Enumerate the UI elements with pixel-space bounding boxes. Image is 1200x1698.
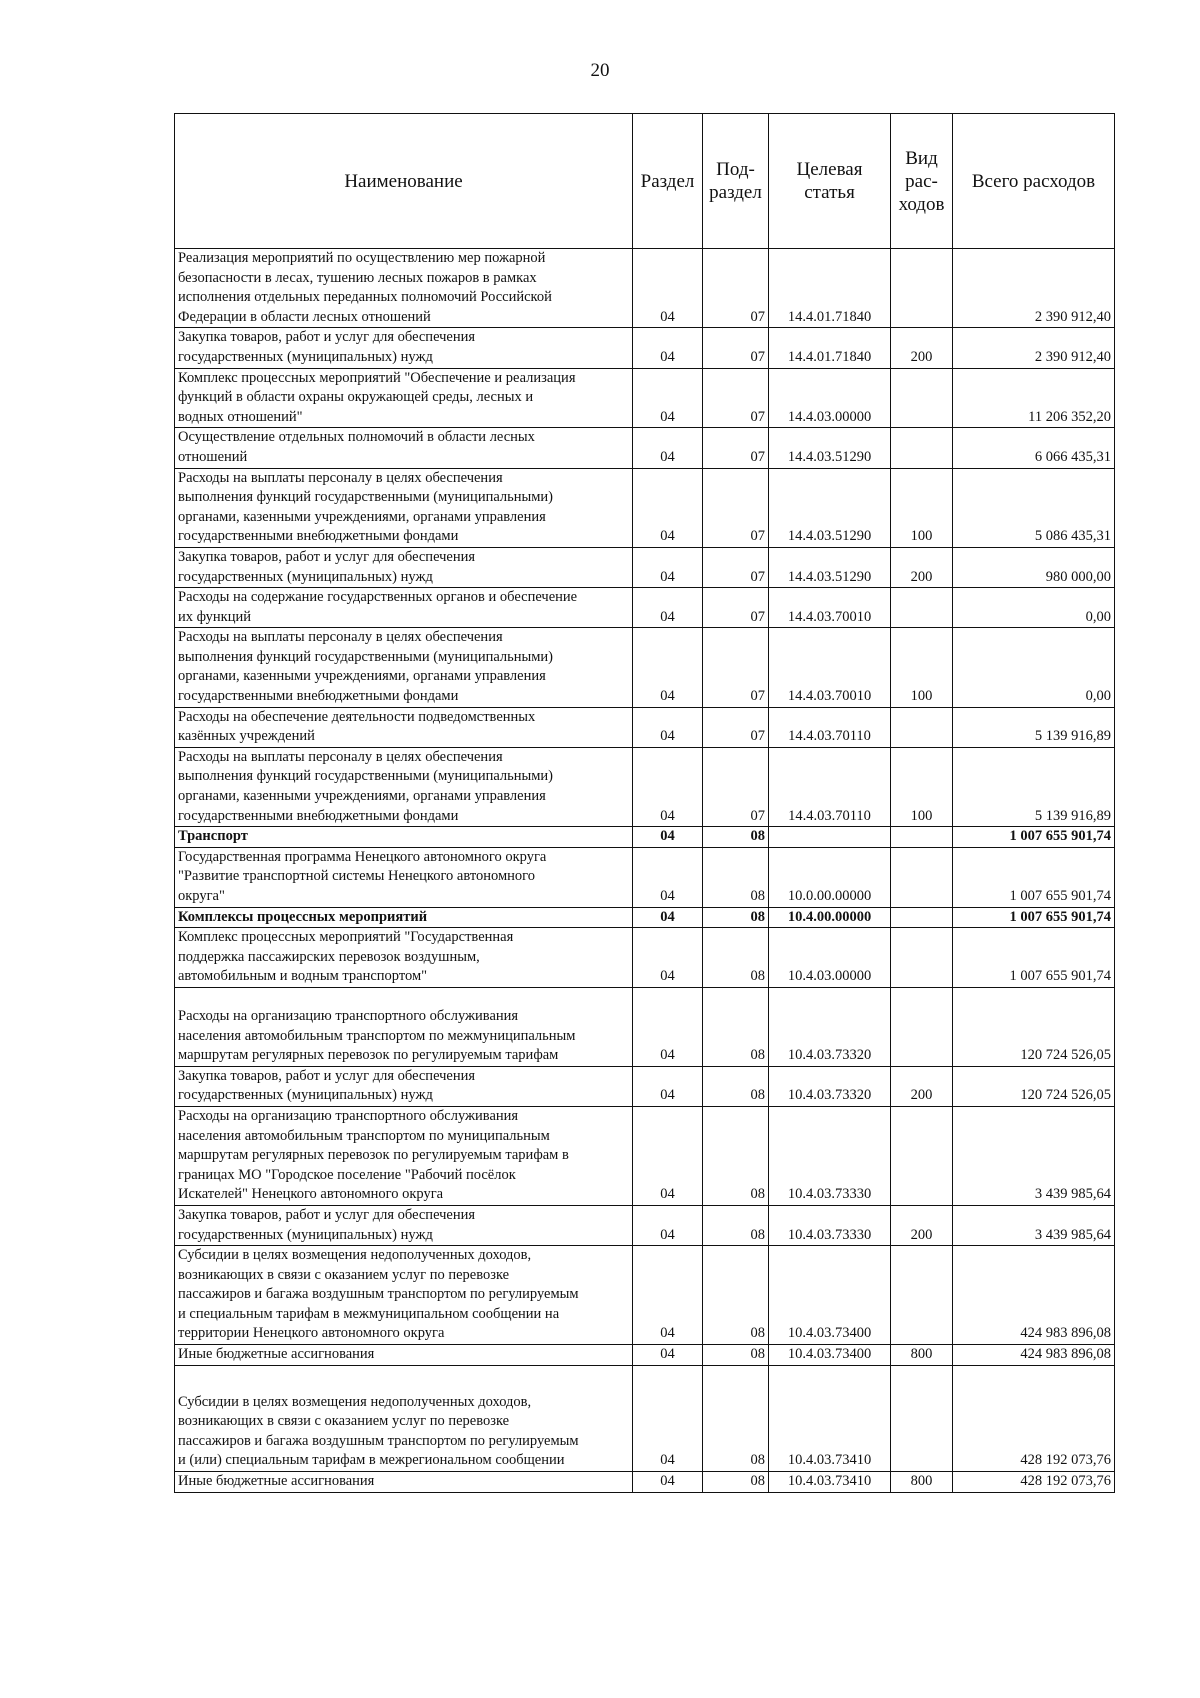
cell-kind — [891, 827, 953, 848]
cell-target: 14.4.03.70110 — [769, 747, 891, 826]
cell-kind — [891, 928, 953, 988]
cell-target: 10.4.03.73400 — [769, 1246, 891, 1345]
cell-total: 120 724 526,05 — [953, 987, 1115, 1066]
cell-total: 0,00 — [953, 628, 1115, 707]
cell-subsection: 07 — [703, 368, 769, 428]
cell-name: Закупка товаров, работ и услуг для обеспечения государственных (муниципальных) нужд — [175, 328, 633, 368]
cell-section: 04 — [633, 328, 703, 368]
cell-section: 04 — [633, 1345, 703, 1366]
cell-target: 14.4.03.51290 — [769, 428, 891, 468]
cell-kind: 800 — [891, 1472, 953, 1493]
cell-name: Расходы на организацию транспортного обслуживания населения автомобильным транспортом по межмуниципальным маршрутам регулярных перевозок по регулируемым тарифам — [175, 987, 633, 1066]
table-row — [175, 847, 1115, 907]
cell-section: 04 — [633, 747, 703, 826]
header-name: Наименование — [175, 114, 633, 249]
cell-name: Транспорт — [175, 827, 633, 848]
cell-name: Закупка товаров, работ и услуг для обеспечения государственных (муниципальных) нужд — [175, 547, 633, 587]
cell-section: 04 — [633, 827, 703, 848]
table-row — [175, 547, 1115, 587]
cell-subsection: 07 — [703, 588, 769, 628]
cell-kind — [891, 1106, 953, 1205]
cell-total: 5 139 916,89 — [953, 707, 1115, 747]
cell-subsection: 08 — [703, 928, 769, 988]
cell-section: 04 — [633, 907, 703, 928]
cell-subsection: 08 — [703, 1472, 769, 1493]
cell-target: 10.0.00.00000 — [769, 847, 891, 907]
cell-section: 04 — [633, 1365, 703, 1471]
cell-name: Расходы на выплаты персоналу в целях обеспечения выполнения функций государственными (муниципальными) органами, казенными учреждениями, органами управления государственными внебюджетными фондами — [175, 468, 633, 547]
cell-name: Расходы на выплаты персоналу в целях обеспечения выполнения функций государственными (муниципальными) органами, казенными учреждениями, органами управления государственными внебюджетными фондами — [175, 628, 633, 707]
cell-name: Субсидии в целях возмещения недополученных доходов, возникающих в связи с оказанием услуг по перевозке пассажиров и багажа воздушным транспортом по регулируемым и специальным тарифам в межмуниципальном сообщении на территории Ненецкого автономного округа — [175, 1246, 633, 1345]
cell-kind — [891, 588, 953, 628]
cell-target: 14.4.01.71840 — [769, 328, 891, 368]
cell-section: 04 — [633, 588, 703, 628]
cell-target: 14.4.03.70110 — [769, 707, 891, 747]
table-row — [175, 1066, 1115, 1106]
cell-name: Осуществление отдельных полномочий в области лесных отношений — [175, 428, 633, 468]
cell-section: 04 — [633, 987, 703, 1066]
cell-target: 14.4.03.70010 — [769, 588, 891, 628]
cell-name: Комплекс процессных мероприятий "Государственная поддержка пассажирских перевозок воздушным, автомобильным и водным транспортом" — [175, 928, 633, 988]
table-row — [175, 588, 1115, 628]
cell-target: 10.4.03.73410 — [769, 1365, 891, 1471]
table-row — [175, 1472, 1115, 1493]
cell-target: 14.4.01.71840 — [769, 249, 891, 328]
table-row — [175, 468, 1115, 547]
cell-target — [769, 827, 891, 848]
cell-target: 14.4.03.00000 — [769, 368, 891, 428]
cell-subsection: 08 — [703, 1345, 769, 1366]
header-section: Раздел — [633, 114, 703, 249]
cell-kind: 100 — [891, 468, 953, 547]
cell-subsection: 08 — [703, 1365, 769, 1471]
cell-kind: 100 — [891, 628, 953, 707]
table-row — [175, 747, 1115, 826]
cell-section: 04 — [633, 928, 703, 988]
table-row — [175, 628, 1115, 707]
header-subsection: Под- раздел — [703, 114, 769, 249]
cell-target: 10.4.03.73400 — [769, 1345, 891, 1366]
cell-total: 1 007 655 901,74 — [953, 907, 1115, 928]
cell-kind — [891, 368, 953, 428]
cell-total: 980 000,00 — [953, 547, 1115, 587]
cell-total: 3 439 985,64 — [953, 1205, 1115, 1245]
cell-subsection: 08 — [703, 847, 769, 907]
cell-kind: 200 — [891, 328, 953, 368]
cell-kind — [891, 1365, 953, 1471]
table-body — [175, 249, 1115, 1493]
cell-total: 0,00 — [953, 588, 1115, 628]
cell-section: 04 — [633, 428, 703, 468]
table-row — [175, 907, 1115, 928]
cell-section: 04 — [633, 368, 703, 428]
table-row — [175, 428, 1115, 468]
cell-name: Расходы на обеспечение деятельности подведомственных казённых учреждений — [175, 707, 633, 747]
cell-subsection: 07 — [703, 547, 769, 587]
cell-target: 10.4.00.00000 — [769, 907, 891, 928]
cell-section: 04 — [633, 1106, 703, 1205]
cell-name: Комплекс процессных мероприятий "Обеспечение и реализация функций в области охраны окружающей среды, лесных и водных отношений" — [175, 368, 633, 428]
cell-kind — [891, 249, 953, 328]
header-kind: Вид рас- ходов — [891, 114, 953, 249]
cell-name: Закупка товаров, работ и услуг для обеспечения государственных (муниципальных) нужд — [175, 1205, 633, 1245]
cell-total: 5 086 435,31 — [953, 468, 1115, 547]
cell-name: Субсидии в целях возмещения недополученных доходов, возникающих в связи с оказанием услуг по перевозке пассажиров и багажа воздушным транспортом по регулируемым и (или) специальным тарифам в межрегиональном сообщении — [175, 1365, 633, 1471]
cell-total: 2 390 912,40 — [953, 328, 1115, 368]
table-row — [175, 1205, 1115, 1245]
cell-total: 3 439 985,64 — [953, 1106, 1115, 1205]
header-total: Всего расходов — [953, 114, 1115, 249]
cell-subsection: 07 — [703, 747, 769, 826]
cell-target: 14.4.03.51290 — [769, 547, 891, 587]
cell-section: 04 — [633, 1066, 703, 1106]
cell-subsection: 07 — [703, 707, 769, 747]
cell-total: 424 983 896,08 — [953, 1345, 1115, 1366]
cell-name: Комплексы процессных мероприятий — [175, 907, 633, 928]
page-number: 20 — [590, 60, 610, 81]
header-target: Целевая статья — [769, 114, 891, 249]
cell-kind — [891, 847, 953, 907]
table-row — [175, 827, 1115, 848]
cell-section: 04 — [633, 628, 703, 707]
cell-name: Расходы на выплаты персоналу в целях обеспечения выполнения функций государственными (муниципальными) органами, казенными учреждениями, органами управления государственными внебюджетными фондами — [175, 747, 633, 826]
cell-target: 10.4.03.00000 — [769, 928, 891, 988]
cell-subsection: 08 — [703, 987, 769, 1066]
cell-subsection: 08 — [703, 1246, 769, 1345]
cell-kind: 200 — [891, 547, 953, 587]
table-row — [175, 328, 1115, 368]
cell-kind — [891, 987, 953, 1066]
cell-section: 04 — [633, 1472, 703, 1493]
table-row — [175, 1246, 1115, 1345]
cell-subsection: 08 — [703, 827, 769, 848]
cell-subsection: 07 — [703, 628, 769, 707]
budget-table — [174, 113, 1115, 1493]
table-row — [175, 707, 1115, 747]
cell-total: 428 192 073,76 — [953, 1365, 1115, 1471]
cell-name: Закупка товаров, работ и услуг для обеспечения государственных (муниципальных) нужд — [175, 1066, 633, 1106]
cell-section: 04 — [633, 847, 703, 907]
cell-subsection: 08 — [703, 1066, 769, 1106]
cell-total: 1 007 655 901,74 — [953, 847, 1115, 907]
cell-total: 120 724 526,05 — [953, 1066, 1115, 1106]
cell-name: Реализация мероприятий по осуществлению мер пожарной безопасности в лесах, тушению лесных пожаров в рамках исполнения отдельных переданных полномочий Российской Федерации в области лесных отношений — [175, 249, 633, 328]
cell-target: 10.4.03.73330 — [769, 1106, 891, 1205]
cell-target: 10.4.03.73320 — [769, 1066, 891, 1106]
cell-section: 04 — [633, 547, 703, 587]
cell-subsection: 08 — [703, 1106, 769, 1205]
table-header-row — [175, 114, 1115, 249]
cell-total: 5 139 916,89 — [953, 747, 1115, 826]
cell-subsection: 07 — [703, 428, 769, 468]
cell-subsection: 07 — [703, 468, 769, 547]
cell-section: 04 — [633, 249, 703, 328]
cell-section: 04 — [633, 707, 703, 747]
cell-name: Расходы на содержание государственных органов и обеспечение их функций — [175, 588, 633, 628]
table-row — [175, 1106, 1115, 1205]
cell-total: 2 390 912,40 — [953, 249, 1115, 328]
cell-name: Иные бюджетные ассигнования — [175, 1472, 633, 1493]
cell-subsection: 08 — [703, 907, 769, 928]
cell-kind — [891, 428, 953, 468]
cell-kind — [891, 707, 953, 747]
table-row — [175, 987, 1115, 1066]
cell-kind: 200 — [891, 1205, 953, 1245]
cell-kind — [891, 1246, 953, 1345]
cell-target: 10.4.03.73330 — [769, 1205, 891, 1245]
cell-kind — [891, 907, 953, 928]
cell-total: 428 192 073,76 — [953, 1472, 1115, 1493]
cell-total: 6 066 435,31 — [953, 428, 1115, 468]
cell-total: 1 007 655 901,74 — [953, 928, 1115, 988]
cell-total: 1 007 655 901,74 — [953, 827, 1115, 848]
cell-target: 14.4.03.51290 — [769, 468, 891, 547]
cell-section: 04 — [633, 1205, 703, 1245]
cell-target: 10.4.03.73320 — [769, 987, 891, 1066]
cell-subsection: 07 — [703, 249, 769, 328]
table-row — [175, 368, 1115, 428]
cell-target: 10.4.03.73410 — [769, 1472, 891, 1493]
cell-total: 11 206 352,20 — [953, 368, 1115, 428]
cell-total: 424 983 896,08 — [953, 1246, 1115, 1345]
cell-section: 04 — [633, 1246, 703, 1345]
cell-name: Расходы на организацию транспортного обслуживания населения автомобильным транспортом по муниципальным маршрутам регулярных перевозок по регулируемым тарифам в границах МО "Городское поселение "Рабочий посёлок Искателей" Ненецкого автономного округа — [175, 1106, 633, 1205]
cell-name: Государственная программа Ненецкого автономного округа "Развитие транспортной системы Ненецкого автономного округа" — [175, 847, 633, 907]
cell-target: 14.4.03.70010 — [769, 628, 891, 707]
table-row — [175, 928, 1115, 988]
cell-kind: 800 — [891, 1345, 953, 1366]
table-row — [175, 1345, 1115, 1366]
cell-name: Иные бюджетные ассигнования — [175, 1345, 633, 1366]
cell-kind: 200 — [891, 1066, 953, 1106]
table-row — [175, 1365, 1115, 1471]
table-row — [175, 249, 1115, 328]
cell-kind: 100 — [891, 747, 953, 826]
cell-subsection: 07 — [703, 328, 769, 368]
cell-section: 04 — [633, 468, 703, 547]
cell-subsection: 08 — [703, 1205, 769, 1245]
